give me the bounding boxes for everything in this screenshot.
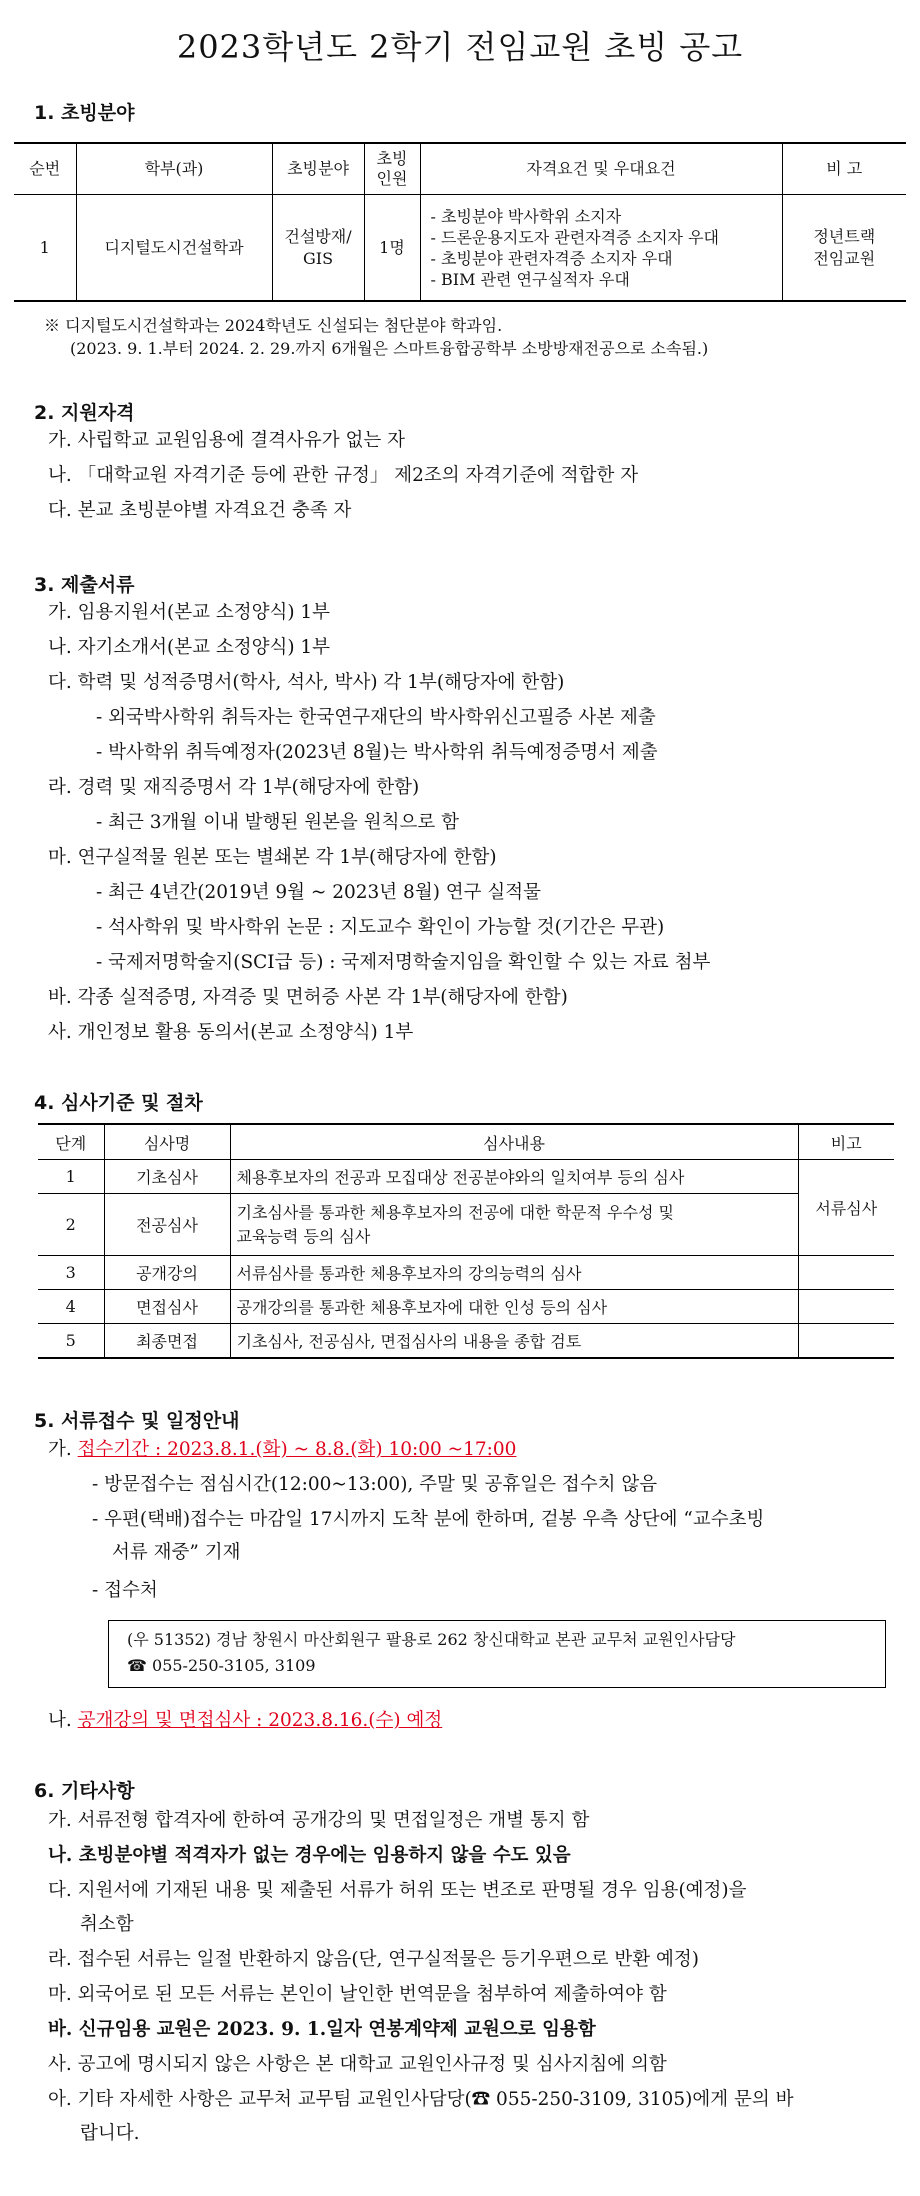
review-content-line: 교육능력 등의 심사 — [236, 1226, 371, 1246]
qualification-item: - 초빙분야 관련자격증 소지자 우대 — [430, 248, 673, 268]
table-row — [38, 1256, 894, 1290]
receiving-address: (우 51352) 경남 창원시 마산회원구 팔용로 262 창신대학교 본관 교무처 교원인사담당 — [127, 1630, 736, 1649]
cell-remark-empty — [798, 1256, 894, 1290]
table-row — [14, 195, 906, 302]
document-item: 마. 연구실적물 원본 또는 별쇄본 각 1부(해당자에 한함) — [48, 847, 497, 868]
schedule-item — [48, 1437, 516, 1463]
misc-item: 아. 기타 자세한 사항은 교무처 교무팀 교원인사담당(☎ 055-250-3109, 3105)에게 문의 바 — [48, 2089, 794, 2110]
misc-item: 나. 초빙분야별 적격자가 없는 경우에는 임용하지 않을 수도 있음 — [48, 1845, 571, 1866]
cell-review-content: 기초심사, 전공심사, 면접심사의 내용을 종합 검토 — [230, 1324, 798, 1358]
cell-no: 1 — [14, 195, 76, 302]
cell-review-name: 면접심사 — [104, 1290, 230, 1324]
misc-item: 다. 지원서에 기재된 내용 및 제출된 서류가 허위 또는 변조로 판명될 경우 임용(예정)을 — [48, 1880, 747, 1901]
cell-dept: 디지털도시건설학과 — [76, 195, 272, 302]
misc-item: 마. 외국어로 된 모든 서류는 본인이 날인한 번역문을 첨부하여 제출하여야 함 — [48, 1984, 667, 2005]
document-subitem: - 석사학위 및 박사학위 논문 : 지도교수 확인이 가능할 것(기간은 무관) — [96, 917, 665, 938]
cell-step: 2 — [38, 1194, 104, 1256]
interview-date: 공개강의 및 면접심사 : 2023.8.16.(수) 예정 — [77, 1710, 443, 1731]
review-procedure-table — [38, 1123, 894, 1359]
cell-review-name: 공개강의 — [104, 1256, 230, 1290]
cell-remarks: 정년트랙 전임교원 — [782, 195, 906, 302]
table-row — [38, 1194, 894, 1256]
schedule-item-prefix: 가. — [48, 1439, 78, 1460]
cell-review-name: 기초심사 — [104, 1160, 230, 1194]
cell-step: 3 — [38, 1256, 104, 1290]
cell-remark-empty — [798, 1290, 894, 1324]
col-header-qualifications: 자격요건 및 우대요건 — [420, 143, 782, 195]
cell-review-content: 서류심사를 통과한 체용후보자의 강의능력의 심사 — [230, 1256, 798, 1290]
col-header-count: 초빙 인원 — [364, 143, 420, 195]
eligibility-item: 다. 본교 초빙분야별 자격요건 충족 자 — [48, 500, 352, 521]
col-header-field: 초빙분야 — [272, 143, 364, 195]
schedule-item — [48, 1708, 442, 1734]
cell-count: 1명 — [364, 195, 420, 302]
section-heading-5: 5. 서류접수 및 일정안내 — [34, 1410, 240, 1432]
cell-qualifications — [420, 195, 782, 302]
document-item: 다. 학력 및 성적증명서(학사, 석사, 박사) 각 1부(해당자에 한함) — [48, 672, 565, 693]
schedule-subitem-cont: 서류 재중” 기재 — [112, 1542, 241, 1563]
table-row — [38, 1290, 894, 1324]
phone-contact: ☎ 055-250-3105, 3109 — [127, 1656, 316, 1675]
col-header-no: 순번 — [14, 143, 76, 195]
application-period: 접수기간 : 2023.8.1.(화) ~ 8.8.(화) 10:00 ~17:00 — [77, 1439, 517, 1460]
section-heading-3: 3. 제출서류 — [34, 574, 135, 596]
col-header-review-content: 심사내용 — [230, 1124, 798, 1160]
col-header-remark: 비고 — [798, 1124, 894, 1160]
misc-item: 라. 접수된 서류는 일절 반환하지 않음(단, 연구실적물은 등기우편으로 반환 예정) — [48, 1949, 699, 1970]
qualification-item: - 드론운용지도자 관련자격증 소지자 우대 — [430, 227, 720, 247]
review-content-line: 기초심사를 통과한 체용후보자의 전공에 대한 학문적 우수성 및 — [236, 1202, 674, 1222]
col-header-remarks: 비 고 — [782, 143, 906, 195]
document-subitem: - 최근 3개월 이내 발행된 원본을 원칙으로 함 — [96, 812, 459, 833]
cell-remark-empty — [798, 1324, 894, 1358]
eligibility-item: 나. 「대학교원 자격기준 등에 관한 규정」 제2조의 자격기준에 적합한 자 — [48, 465, 639, 486]
document-subitem: - 최근 4년간(2019년 9월 ~ 2023년 8월) 연구 실적물 — [96, 882, 542, 903]
document-item: 나. 자기소개서(본교 소정양식) 1부 — [48, 637, 331, 658]
document-item: 사. 개인정보 활용 동의서(본교 소정양식) 1부 — [48, 1022, 414, 1043]
cell-field: 건설방재/ GIS — [272, 195, 364, 302]
document-item: 가. 임용지원서(본교 소정양식) 1부 — [48, 602, 331, 623]
misc-item-cont: 랍니다. — [80, 2123, 140, 2144]
section-heading-6: 6. 기타사항 — [34, 1780, 135, 1802]
schedule-item-prefix: 나. — [48, 1710, 78, 1731]
cell-review-name: 전공심사 — [104, 1194, 230, 1256]
schedule-subitem: - 접수처 — [92, 1580, 158, 1601]
section-heading-4: 4. 심사기준 및 절차 — [34, 1092, 203, 1114]
qualification-item: - BIM 관련 연구실적자 우대 — [430, 269, 630, 289]
misc-item: 바. 신규임용 교원은 2023. 9. 1.일자 연봉계약제 교원으로 임용함 — [48, 2019, 596, 2040]
schedule-subitem: - 방문접수는 점심시간(12:00~13:00), 주말 및 공휴일은 접수치 않음 — [92, 1474, 658, 1495]
cell-step: 1 — [38, 1160, 104, 1194]
misc-item: 가. 서류전형 합격자에 한하여 공개강의 및 면접일정은 개별 통지 함 — [48, 1810, 590, 1831]
col-header-step: 단계 — [38, 1124, 104, 1160]
cell-review-content: 공개강의를 통과한 체용후보자에 대한 인성 등의 심사 — [230, 1290, 798, 1324]
table-row — [38, 1324, 894, 1358]
receiving-address-box — [108, 1620, 886, 1688]
dept-note: ※ 디지털도시건설학과는 2024학년도 신설되는 첨단분야 학과임. — [44, 316, 503, 335]
section-heading-1: 1. 초빙분야 — [34, 102, 135, 124]
cell-review-name: 최종면접 — [104, 1324, 230, 1358]
table-row — [38, 1160, 894, 1194]
document-subitem: - 박사학위 취득예정자(2023년 8월)는 박사학위 취득예정증명서 제출 — [96, 742, 658, 763]
section-heading-2: 2. 지원자격 — [34, 402, 135, 424]
misc-item-cont: 취소함 — [80, 1914, 134, 1935]
col-header-dept: 학부(과) — [76, 143, 272, 195]
cell-remark: 서류심사 — [798, 1160, 894, 1256]
document-subitem: - 외국박사학위 취득자는 한국연구재단의 박사학위신고필증 사본 제출 — [96, 707, 656, 728]
document-item: 바. 각종 실적증명, 자격증 및 면허증 사본 각 1부(해당자에 한함) — [48, 987, 568, 1008]
document-subitem: - 국제저명학술지(SCI급 등) : 국제저명학술지임을 확인할 수 있는 자료 첨부 — [96, 952, 711, 973]
qualification-item: - 초빙분야 박사학위 소지자 — [430, 206, 622, 226]
table-header-row — [38, 1124, 894, 1160]
page-title: 2023학년도 2학기 전임교원 초빙 공고 — [176, 28, 744, 66]
recruit-field-table — [14, 142, 906, 302]
eligibility-item: 가. 사립학교 교원임용에 결격사유가 없는 자 — [48, 430, 405, 451]
cell-step: 5 — [38, 1324, 104, 1358]
table-header-row — [14, 143, 906, 195]
schedule-subitem: - 우편(택배)접수는 마감일 17시까지 도착 분에 한하며, 겉봉 우측 상단에 “교수초빙 — [92, 1509, 765, 1530]
cell-review-content — [230, 1194, 798, 1256]
misc-item: 사. 공고에 명시되지 않은 사항은 본 대학교 교원인사규정 및 심사지침에 의함 — [48, 2054, 667, 2075]
cell-step: 4 — [38, 1290, 104, 1324]
document-item: 라. 경력 및 재직증명서 각 1부(해당자에 한함) — [48, 777, 420, 798]
col-header-review-name: 심사명 — [104, 1124, 230, 1160]
dept-note-detail: (2023. 9. 1.부터 2024. 2. 29.까지 6개월은 스마트융합공학부 소방방재전공으로 소속됨.) — [70, 339, 709, 358]
cell-review-content: 체용후보자의 전공과 모집대상 전공분야와의 일치여부 등의 심사 — [230, 1160, 798, 1194]
